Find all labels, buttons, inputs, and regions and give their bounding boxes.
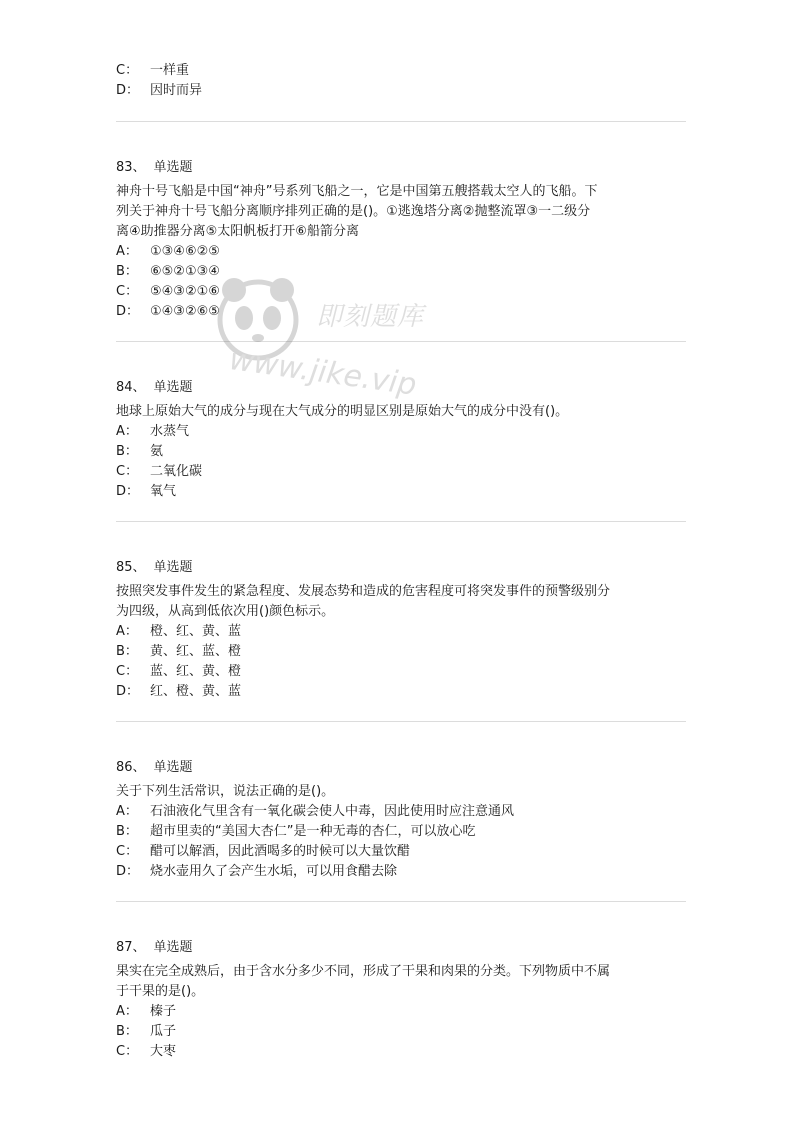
option-c[interactable]: C： ⑤④③②①⑥ xyxy=(116,284,220,299)
option-d[interactable]: D： 氧气 xyxy=(116,484,177,499)
question-stem: 果实在完全成熟后，由于含水分多少不同，形成了干果和肉果的分类。下列物质中不属 xyxy=(116,964,611,979)
option-b[interactable]: B： 氨 xyxy=(116,444,164,459)
option-a[interactable]: A： 石油液化气里含有一氧化碳会使人中毒，因此使用时应注意通风 xyxy=(116,804,515,819)
option-d[interactable]: D： 红、橙、黄、蓝 xyxy=(116,684,242,699)
question-stem: 关于下列生活常识，说法正确的是()。 xyxy=(116,784,335,799)
option-b[interactable]: B： ⑥⑤②①③④ xyxy=(116,264,220,279)
question-header: 87、 单选题 xyxy=(116,940,193,955)
option-c[interactable]: C： 大枣 xyxy=(116,1044,177,1059)
divider xyxy=(116,901,686,902)
option-d[interactable]: D： 因时而异 xyxy=(116,83,203,98)
question-header: 83、 单选题 xyxy=(116,160,193,175)
question-stem: 列关于神舟十号飞船分离顺序排列正确的是()。①逃逸塔分离②抛整流罩③一二级分 xyxy=(116,204,591,219)
divider xyxy=(116,721,686,722)
question-stem: 神舟十号飞船是中国“神舟”号系列飞船之一，它是中国第五艘搭载太空人的飞船。下 xyxy=(116,184,598,199)
question-header: 84、 单选题 xyxy=(116,380,193,395)
option-c[interactable]: C： 一样重 xyxy=(116,63,190,78)
option-b[interactable]: B： 超市里卖的“美国大杏仁”是一种无毒的杏仁，可以放心吃 xyxy=(116,824,476,839)
divider xyxy=(116,121,686,122)
option-d[interactable]: D： 烧水壶用久了会产生水垢，可以用食醋去除 xyxy=(116,864,398,879)
option-a[interactable]: A： 橙、红、黄、蓝 xyxy=(116,624,242,639)
option-c[interactable]: C： 二氧化碳 xyxy=(116,464,203,479)
question-stem: 按照突发事件发生的紧急程度、发展态势和造成的危害程度可将突发事件的预警级别分 xyxy=(116,584,611,599)
question-stem: 地球上原始大气的成分与现在大气成分的明显区别是原始大气的成分中没有()。 xyxy=(116,404,569,419)
option-a[interactable]: A： 榛子 xyxy=(116,1004,177,1019)
option-d[interactable]: D： ①④③②⑥⑤ xyxy=(116,304,220,319)
option-b[interactable]: B： 黄、红、蓝、橙 xyxy=(116,644,242,659)
question-stem: 离④助推器分离⑤太阳帆板打开⑥船箭分离 xyxy=(116,224,359,239)
option-c[interactable]: C： 醋可以解酒，因此酒喝多的时候可以大量饮醋 xyxy=(116,844,411,859)
question-header: 86、 单选题 xyxy=(116,760,193,775)
question-stem: 于干果的是()。 xyxy=(116,984,205,999)
divider xyxy=(116,341,686,342)
question-header: 85、 单选题 xyxy=(116,560,193,575)
option-a[interactable]: A： ①③④⑥②⑤ xyxy=(116,244,220,259)
option-c[interactable]: C： 蓝、红、黄、橙 xyxy=(116,664,242,679)
watermark-brand: 即刻题库 xyxy=(316,302,425,332)
watermark-url: www.jike.vip xyxy=(227,342,419,403)
option-a[interactable]: A： 水蒸气 xyxy=(116,424,190,439)
divider xyxy=(116,521,686,522)
option-b[interactable]: B： 瓜子 xyxy=(116,1024,177,1039)
question-stem: 为四级，从高到低依次用()颜色标示。 xyxy=(116,604,335,619)
